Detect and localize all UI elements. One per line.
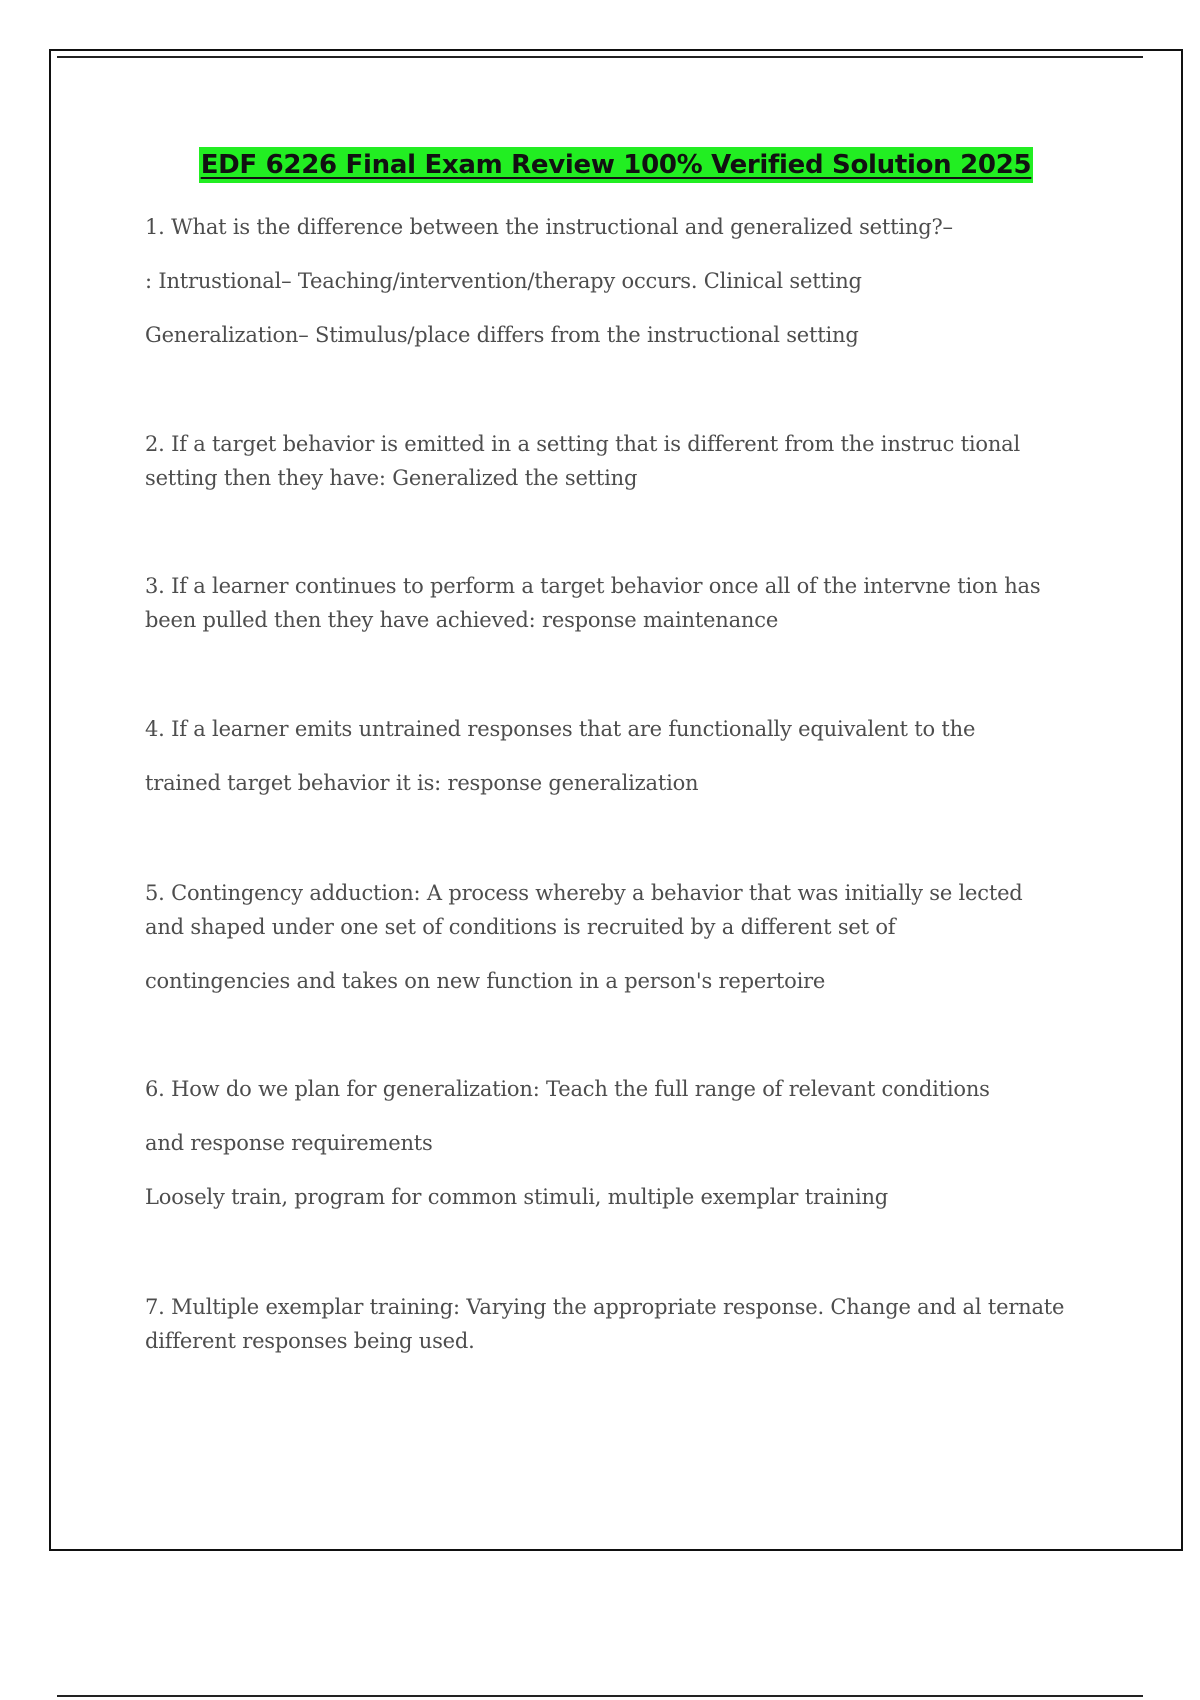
question-1-line-3: Generalization– Stimulus/place differs from the instructional setting [145,323,859,347]
question-1-line-2: : Intrustional– Teaching/intervention/therapy occurs. Clinical setting [145,269,862,293]
question-6-line-3: Loosely train, program for common stimuli, multiple exemplar training [145,1185,889,1209]
question-5-line-1: 5. Contingency adduction: A process whereby a behavior that was initially se lected [145,881,1023,905]
title-wrap [0,147,1200,183]
question-7-line-2: different responses being used. [145,1329,475,1353]
question-4-line-1: 4. If a learner emits untrained responses that are functionally equivalent to the [145,717,976,741]
question-3-line-2: been pulled then they have achieved: response maintenance [145,608,779,632]
question-3-line-1: 3. If a learner continues to perform a target behavior once all of the intervne tion has [145,574,1041,598]
question-1-line-1: 1. What is the difference between the instructional and generalized setting?– [145,215,953,239]
bottom-rule [57,1695,1143,1697]
question-5-line-2: and shaped under one set of conditions is recruited by a different set of [145,915,896,939]
question-5-line-3: contingencies and takes on new function in a person's repertoire [145,969,826,993]
question-4 [145,712,1095,800]
question-2-line-1: 2. If a target behavior is emitted in a setting that is different from the instruc tional [145,432,1021,456]
question-1 [145,210,1095,352]
top-rule [57,56,1143,58]
question-6 [145,1072,1095,1214]
question-2-line-2: setting then they have: Generalized the setting [145,466,638,490]
question-6-line-2: and response requirements [145,1131,433,1155]
question-6-line-1: 6. How do we plan for generalization: Teach the full range of relevant conditions [145,1077,990,1101]
question-7-line-1: 7. Multiple exemplar training: Varying the appropriate response. Change and al ternate [145,1295,1065,1319]
question-2 [145,427,1095,495]
question-5 [145,876,1095,998]
question-3 [145,569,1095,637]
question-4-line-2: trained target behavior it is: response generalization [145,771,699,795]
question-7 [145,1290,1095,1358]
document-title: EDF 6226 Final Exam Review 100% Verified Solution 2025 [199,147,1034,183]
